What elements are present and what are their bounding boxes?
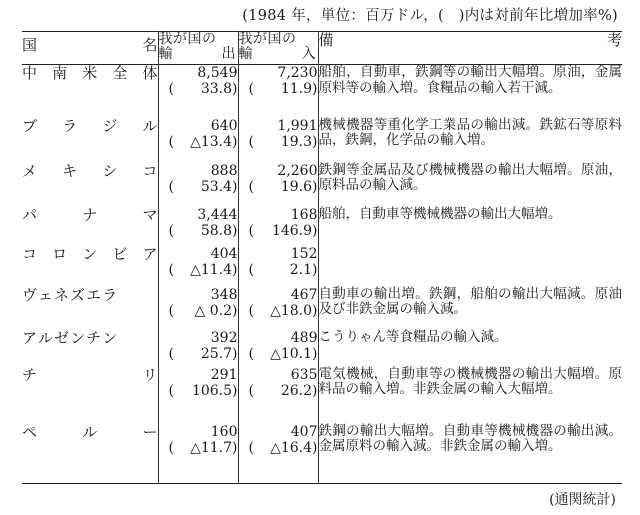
export-rate-value: 106.5	[191, 382, 233, 399]
import-rate: ( 146.9)	[248, 222, 318, 239]
table-row	[22, 424, 622, 484]
header-country	[22, 32, 158, 65]
import-rate-value: △10.1	[270, 345, 313, 362]
export-rate: ( 33.8)	[168, 81, 238, 97]
export-cell	[158, 287, 238, 330]
country-name-char: シ	[102, 161, 118, 180]
export-rate: ( 25.7)	[168, 345, 238, 362]
import-rate-value: 26.2	[280, 382, 313, 399]
export-rate-value: 58.8	[200, 222, 233, 239]
export-value: 404	[210, 245, 238, 262]
country-name-char: ラ	[102, 285, 119, 304]
header-import-char: 入	[301, 46, 316, 62]
export-value: 348	[210, 286, 238, 303]
note-cell: 機械機器等重化学工業品の輸出減。鉄鉱石等原料品，鉄鋼，化学品の輸入増。	[318, 118, 622, 163]
country-cell	[22, 118, 158, 163]
export-value: 3,444	[197, 206, 238, 223]
export-rate: ( 53.4)	[168, 178, 238, 195]
country-name-char: ヴ	[22, 285, 39, 304]
country-name-char: ル	[82, 422, 98, 441]
export-rate: ( △11.4)	[168, 261, 238, 278]
import-value: 467	[290, 286, 318, 303]
export-rate-value: △11.7	[190, 439, 233, 456]
export-rate-value: △13.4	[190, 133, 233, 150]
country-name-char: 全	[112, 64, 128, 82]
header-export-char: 出	[221, 46, 236, 62]
note-cell: 鉄鋼等金属品及び機械機器の輸出大幅増。原油，原料品の輸入減。	[318, 163, 622, 207]
country-name-char: チ	[86, 328, 103, 347]
country-name-char: ナ	[82, 205, 98, 224]
import-rate-value: △18.0	[270, 302, 313, 319]
import-rate-value: 146.9	[271, 222, 313, 239]
export-cell	[158, 246, 238, 287]
import-rate: ( 26.2)	[248, 382, 318, 399]
table-caption: (1984 年，単位：百万ドル，( )内は対前年比増加率%)	[242, 8, 618, 24]
country-name-char: リ	[142, 365, 158, 384]
import-value: 7,230	[277, 65, 318, 81]
table-row	[22, 65, 622, 118]
trade-table	[22, 31, 622, 484]
header-note-char: 考	[606, 31, 622, 49]
export-value: 888	[210, 162, 238, 179]
header-note	[318, 32, 622, 65]
country-name-char: ル	[38, 328, 55, 347]
country-name-char: ブ	[22, 116, 38, 135]
import-value: 635	[290, 366, 318, 383]
country-name-char: ゼ	[54, 328, 71, 347]
country-name-char: ン	[70, 328, 87, 347]
export-value: 160	[210, 423, 238, 440]
note-cell	[318, 246, 622, 287]
header-export	[158, 32, 238, 65]
table-row	[22, 330, 622, 367]
export-rate: ( 106.5)	[168, 382, 238, 399]
header-import-line1: 我が国の	[238, 31, 297, 47]
note-cell: 自動車の輸出増。鉄鋼，船舶の輸出大幅減。原油及び非鉄金属の輸入減。	[318, 287, 622, 330]
country-cell	[22, 246, 158, 287]
header-import-char: 輸	[238, 46, 253, 62]
country-cell	[22, 65, 158, 118]
country-name-char: ペ	[22, 422, 38, 441]
country-name-char: ビ	[112, 244, 128, 263]
import-rate: ( 11.9)	[248, 81, 318, 97]
import-cell	[238, 65, 318, 118]
import-cell	[238, 118, 318, 163]
export-cell	[158, 367, 238, 424]
country-cell	[22, 367, 158, 424]
export-value: 640	[210, 117, 238, 134]
import-rate: ( 19.6)	[248, 178, 318, 195]
country-name-char: ズ	[70, 285, 87, 304]
country-name-char: ラ	[62, 116, 78, 135]
import-rate: ( 19.3)	[248, 133, 318, 150]
country-name-char: チ	[22, 365, 38, 384]
import-cell	[238, 207, 318, 246]
export-cell	[158, 207, 238, 246]
country-name-char: ン	[82, 244, 98, 263]
import-cell	[238, 330, 318, 367]
export-cell	[158, 65, 238, 118]
country-name-char: ル	[142, 116, 158, 135]
header-note-char: 備	[318, 31, 334, 49]
country-name-char: メ	[22, 161, 38, 180]
country-name-char: ジ	[102, 116, 118, 135]
import-rate-value: 2.1	[289, 261, 313, 278]
country-name-char: キ	[62, 161, 78, 180]
note-cell: 船舶，自動車等機械機器の輸出大幅増。	[318, 207, 622, 246]
country-name-char: 中	[22, 64, 38, 82]
country-name-char: ネ	[54, 285, 71, 304]
export-cell	[158, 163, 238, 207]
export-rate-value: 33.8	[200, 81, 233, 97]
country-name-char: 体	[142, 64, 158, 82]
note-cell: 電気機械，自動車等の機械機器の輸出大幅増。原料品の輸入増。非鉄金属の輸入大幅増。	[318, 367, 622, 424]
table-row	[22, 118, 622, 163]
country-cell	[22, 330, 158, 367]
country-name-char: ェ	[38, 285, 55, 304]
country-name-char: コ	[22, 244, 38, 263]
country-name-char: ア	[22, 328, 39, 347]
import-rate: ( △16.4)	[248, 439, 318, 456]
import-value: 2,260	[277, 162, 318, 179]
table-body	[22, 65, 622, 484]
table-header-row	[22, 32, 622, 65]
import-value: 407	[290, 423, 318, 440]
import-value: 489	[290, 329, 318, 346]
country-name-char: ン	[102, 328, 119, 347]
note-cell: 船舶，自動車，鉄鋼等の輸出大幅増。原油，金属原料等の輸入増。食糧品の輸入若干減。	[318, 65, 622, 118]
import-rate-value: △16.4	[270, 439, 313, 456]
export-rate: ( △11.7)	[168, 439, 238, 456]
import-cell	[238, 163, 318, 207]
import-cell	[238, 287, 318, 330]
export-rate-value: 53.4	[200, 178, 233, 195]
import-rate: ( 2.1)	[248, 261, 318, 278]
import-cell	[238, 424, 318, 484]
export-cell	[158, 330, 238, 367]
import-rate-value: 19.6	[280, 178, 313, 195]
export-rate-value: 25.7	[200, 345, 233, 362]
import-rate-value: 11.9	[280, 81, 313, 97]
country-name-char: ー	[142, 422, 158, 441]
country-name-char: コ	[142, 161, 158, 180]
country-name-char: エ	[86, 285, 103, 304]
export-value: 291	[210, 366, 238, 383]
export-rate: ( 58.8)	[168, 222, 238, 239]
source-note: (通関統計)	[549, 492, 616, 508]
header-import	[238, 32, 318, 65]
country-cell	[22, 424, 158, 484]
note-cell: 鉄鋼の輸出大幅増。自動車等機械機器の輸出減。金属原料の輸入減。非鉄金属の輸入増。	[318, 424, 622, 484]
import-value: 1,991	[277, 117, 318, 134]
export-rate: ( △ 0.2)	[168, 302, 238, 319]
export-value: 392	[210, 329, 238, 346]
import-cell	[238, 367, 318, 424]
country-name-char: ロ	[52, 244, 68, 263]
table-row	[22, 367, 622, 424]
import-cell	[238, 246, 318, 287]
export-rate-value: △ 0.2	[194, 302, 233, 319]
table-row	[22, 207, 622, 246]
header-export-line1: 我が国の	[158, 31, 217, 47]
table-row	[22, 246, 622, 287]
import-rate: ( △10.1)	[248, 345, 318, 362]
country-name-char: 南	[52, 64, 68, 82]
country-cell	[22, 287, 158, 330]
export-value: 8,549	[197, 65, 238, 81]
country-cell	[22, 163, 158, 207]
note-cell: こうりゃん等食糧品の輸入減。	[318, 330, 622, 367]
country-name-char: 米	[82, 64, 98, 82]
table-row	[22, 163, 622, 207]
export-rate: ( △13.4)	[168, 133, 238, 150]
country-cell	[22, 207, 158, 246]
country-name-char: マ	[142, 205, 158, 224]
table-row	[22, 287, 622, 330]
header-country-char: 名	[142, 36, 158, 54]
export-rate-value: △11.4	[190, 261, 233, 278]
import-rate-value: 19.3	[280, 133, 313, 150]
import-value: 152	[290, 245, 318, 262]
header-export-char: 輸	[158, 46, 173, 62]
header-country-char: 国	[22, 36, 38, 54]
export-cell	[158, 118, 238, 163]
country-name-char: ア	[142, 244, 158, 263]
import-rate: ( △18.0)	[248, 302, 318, 319]
import-value: 168	[290, 206, 318, 223]
country-name-char: パ	[22, 205, 38, 224]
export-cell	[158, 424, 238, 484]
